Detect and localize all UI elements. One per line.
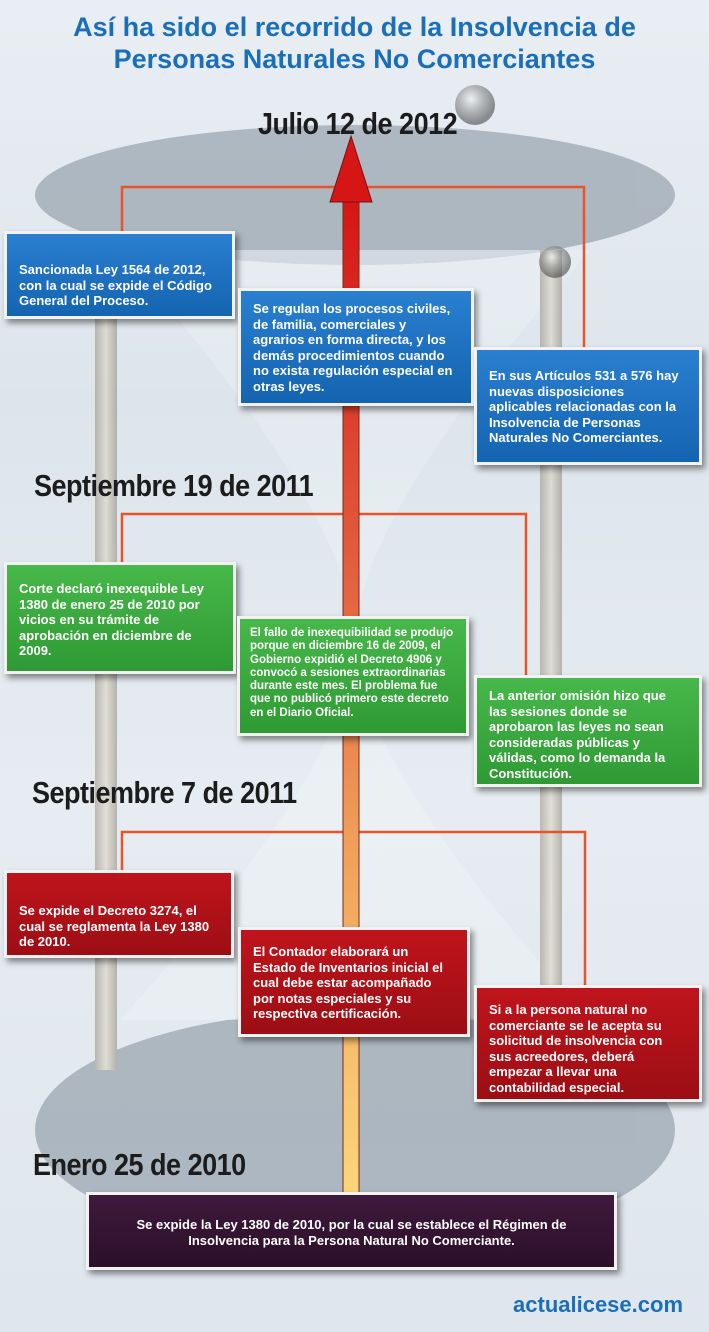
box-decreto-3274: Se expide el Decreto 3274, el cual se reglamenta la Ley 1380 de 2010. xyxy=(4,870,234,958)
brand-actualicese: actualicese.com xyxy=(513,1292,683,1317)
title-line-2: Personas Naturales No Comerciantes xyxy=(113,44,596,74)
box-anterior-omision: La anterior omisión hizo que las sesiones donde se aprobaron las leyes no sean consideradas públicas y válidas, como lo demanda la Constitución. xyxy=(474,675,702,787)
box-ley-1380: Se expide la Ley 1380 de 2010, por la cual se establece el Régimen de Insolvencia para la Persona Natural No Comerciante. xyxy=(86,1192,617,1270)
box-articulos-531-576: En sus Artículos 531 a 576 hay nuevas disposiciones aplicables relacionadas con la Insolvencia de Personas Naturales No Comerciantes. xyxy=(474,347,702,465)
box-contador-inventarios: El Contador elaborará un Estado de Inventarios inicial el cual debe estar acompañado por notas especiales y su respectiva certificación. xyxy=(238,927,470,1037)
box-ley-1564: Sancionada Ley 1564 de 2012, con la cual se expide el Código General del Proceso. xyxy=(4,231,235,319)
date-septiembre-19-2011: Septiembre 19 de 2011 xyxy=(34,469,314,503)
box-procesos-civiles: Se regulan los procesos civiles, de familia, comerciales y agrarios en forma directa, y los demás procedimientos cuando no exista regulación especial en otras leyes. xyxy=(238,288,474,406)
title-line-1: Así ha sido el recorrido de la Insolvencia de xyxy=(73,12,636,42)
box-fallo-inexequibilidad: El fallo de inexequibilidad se produjo porque en diciembre 16 de 2009, el Gobierno expidió el Decreto 4906 y convocó a sesiones extraordinarias durante este mes. El problema fue que no publicó primero este decreto en el Diario Oficial. xyxy=(237,616,469,736)
date-septiembre-7-2011: Septiembre 7 de 2011 xyxy=(32,776,297,810)
date-enero-2010: Enero 25 de 2010 xyxy=(33,1148,246,1182)
date-julio-2012: Julio 12 de 2012 xyxy=(258,107,458,141)
box-corte-inexequible: Corte declaró inexequible Ley 1380 de enero 25 de 2010 por vicios en su trámite de aprobación en diciembre de 2009. xyxy=(4,562,236,674)
box-contabilidad-especial: Si a la persona natural no comerciante se le acepta su solicitud de insolvencia con sus acreedores, deberá empezar a llevar una contabilidad especial. xyxy=(474,985,702,1102)
